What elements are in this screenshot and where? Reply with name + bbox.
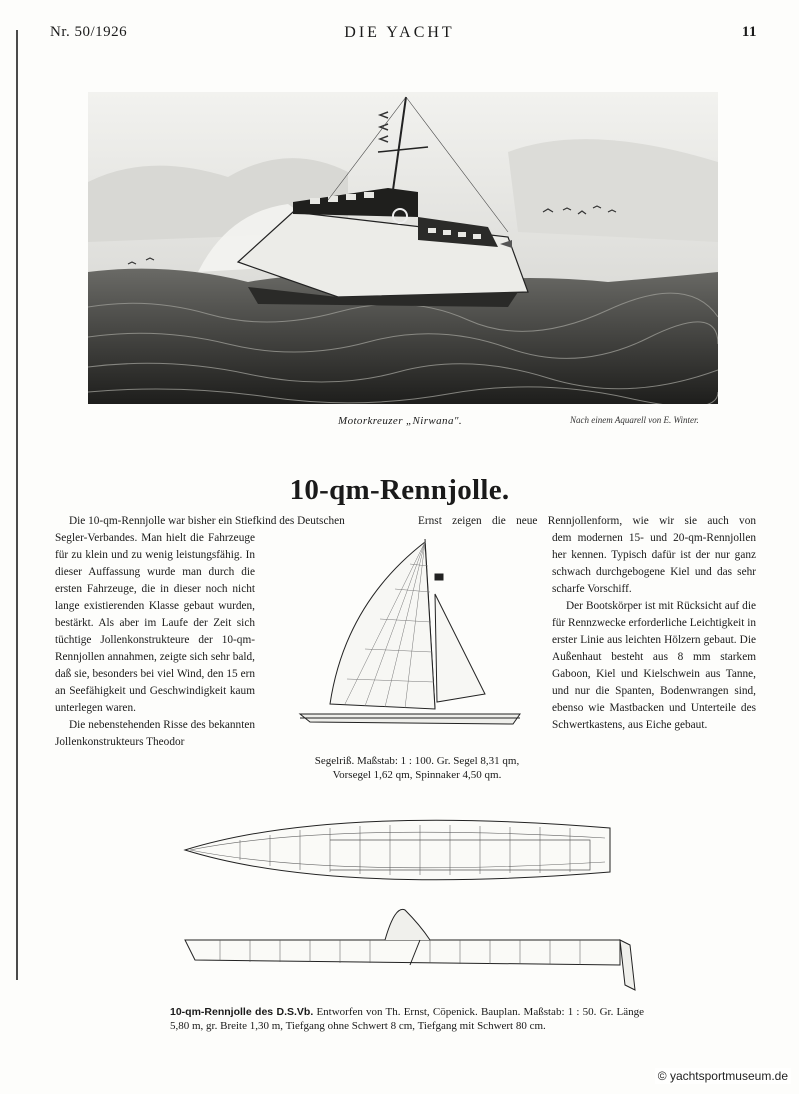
issue-number: Nr. 50/1926 bbox=[50, 24, 128, 40]
page-number: 11 bbox=[741, 24, 757, 40]
plan-caption-text: Entworfen von Th. Ernst, Cöpenick. Bauplan. Maßstab: 1 : 50. Gr. Länge 5,80 m, gr. Breite 1,30 m, Tiefgang ohne Schwert 8 cm, Tiefgang mit Schwert 80 cm. bbox=[170, 1006, 644, 1032]
article-left-column bbox=[55, 530, 255, 751]
sail-plan-drawing bbox=[285, 534, 535, 749]
article-right-column bbox=[552, 530, 756, 734]
museum-watermark: © yachtsportmuseum.de bbox=[655, 1068, 791, 1084]
sail-plan-caption bbox=[282, 754, 552, 782]
left-paragraph-1: Segler-Verbandes. Man hielt die Fahrzeuge für zu klein und zu wenig leistungsfähig. In dieser Auffassung wurde man durch die ersten Fahrzeuge, die in dieser noch nicht lange existierenden Klasse gebaut wurden, bestärkt. Als aber im Laufe der Zeit sich tüchtige Jollenkonstrukteure der 10-qm-Rennjollen annahmen, zeigte sich sehr bald, daß sie, besonders bei viel Wind, den 15 ern an Seefähigkeit und Geschwindigkeit kaum unterlegen waren. bbox=[55, 532, 255, 714]
right-paragraph-2: Der Bootskörper ist mit Rücksicht auf die für Rennzwecke erforderliche Leichtigkeit in erster Linie aus leichten Hölzern gebaut. Die Außenhaut besteht aus 8 mm starkem Gaboon, Kiel und Kielschwein aus Tanne, und nur die Spanten, Bodenwrangen sind, ebenso wie Mastbacken und Unterteile des Schwertkastens, aus Eiche gebaut. bbox=[552, 600, 756, 731]
sail-caption-line-2: Vorsegel 1,62 qm, Spinnaker 4,50 qm. bbox=[332, 769, 502, 781]
sail-caption-line-1: Segelriß. Maßstab: 1 : 100. Gr. Segel 8,31 qm, bbox=[314, 755, 520, 767]
magazine-title: DIE YACHT bbox=[344, 24, 455, 41]
right-paragraph-1: dem modernen 15- und 20-qm-Rennjollen her kennen. Typisch dafür ist der nur ganz schwach durchgebogene Kiel und das sehr scharfe Vorschiff. bbox=[552, 532, 756, 595]
article-first-line-right bbox=[418, 513, 756, 530]
illustration-caption: Motorkreuzer „Nirwana". bbox=[338, 415, 463, 427]
motor-cruiser-illustration bbox=[88, 92, 718, 404]
plan-caption-title: 10-qm-Rennjolle des D.S.Vb. bbox=[170, 1006, 314, 1018]
illustration-credit: Nach einem Aquarell von E. Winter. bbox=[570, 415, 699, 425]
left-paragraph-2: Die nebenstehenden Risse des bekannten Jollenkonstrukteurs Theodor bbox=[55, 719, 255, 748]
first-line-text: Die 10-qm-Rennjolle war bisher ein Stiefkind des Deutschen bbox=[69, 515, 345, 527]
construction-plan-drawing bbox=[180, 800, 650, 1000]
article-first-line-left bbox=[55, 513, 385, 530]
right-first-line-text: Ernst zeigen die neue Rennjollenform, wie wir sie auch von bbox=[418, 515, 756, 527]
article-title: 10-qm-Rennjolle. bbox=[289, 474, 510, 506]
construction-plan-caption bbox=[170, 1005, 644, 1033]
